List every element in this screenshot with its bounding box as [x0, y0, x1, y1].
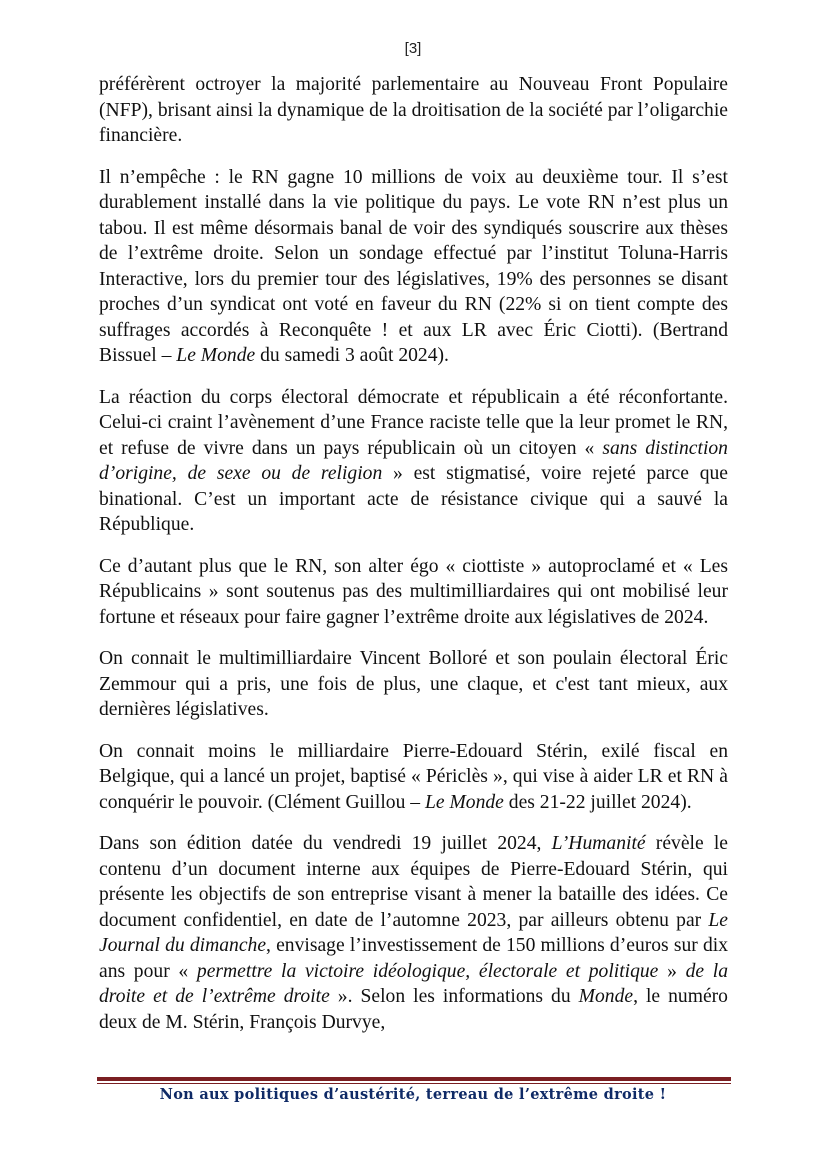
paragraph — [99, 739, 728, 816]
page-number: [3] — [404, 40, 422, 57]
footer-divider-thick — [97, 1077, 731, 1081]
paragraph — [99, 646, 728, 723]
text-run: du samedi 3 août 2024). — [255, 345, 449, 366]
paragraph — [99, 554, 728, 631]
italic-text: Le Monde — [424, 791, 504, 813]
text-run: » est stigmatisé, voire rejeté parce que binational. C’est un important acte de résistance civique qui a sauvé la République. — [99, 463, 728, 535]
footer-divider-thin — [97, 1083, 731, 1084]
text-run: , le numéro deux de M. Stérin, François Durvye, — [99, 986, 728, 1033]
text-run: préférèrent octroyer la majorité parlementaire au Nouveau Front Populaire (NFP), brisant ainsi la dynamique de la droitisation de la société par l’oligarchie financière. — [99, 74, 728, 146]
italic-text: Monde — [578, 986, 634, 1007]
italic-text: permettre la victoire idéologique, électorale et politique — [196, 960, 659, 982]
text-run: Dans son édition datée du vendredi 19 juillet 2024, — [99, 833, 552, 854]
text-run: ». Selon les informations du — [329, 986, 579, 1007]
text-run: , envisage l’investissement de 150 millions d’euros sur dix ans pour « — [99, 935, 728, 982]
text-run: révèle le contenu d’un document interne aux équipes de Pierre-Edouard Stérin, qui présente les objectifs de son entreprise visant à mener la bataille des idées. Ce document confidentiel, en date de l’automne 2023, par ailleurs obtenu par — [99, 833, 728, 931]
italic-text: de la droite et de l’extrême droite — [99, 960, 729, 1007]
paragraph — [99, 72, 728, 149]
text-run: On connait le multimilliardaire Vincent Bolloré et son poulain électoral Éric Zemmour qui a pris, une fois de plus, une claque, et c'est tant mieux, aux dernières législatives. — [99, 648, 728, 720]
italic-text: Le Journal du dimanche — [99, 909, 728, 956]
italic-text: Le Monde — [176, 345, 256, 366]
text-run: Il n’empêche : le RN gagne 10 millions de voix au deuxième tour. Il s’est durablement installé dans la vie politique du pays. Le vote RN n’est plus un tabou. Il est même désormais banal de voir des syndiqués souscrire aux thèses de l’extrême droite. Selon un sondage effectué par l’institut Toluna-Harris Interactive, lors du premier tour des législatives, 19% des personnes se disant proches d’un syndicat ont voté en faveur du RN (22% si on tient compte des suffrages accordés à Reconquête ! et aux LR avec Éric Ciotti). (Bertrand Bissuel – — [99, 166, 728, 366]
italic-text: sans distinction d’origine, de sexe ou de religion — [99, 437, 728, 484]
paragraph — [99, 385, 728, 538]
paragraph — [99, 165, 728, 369]
paragraph — [99, 831, 728, 1035]
text-run: Ce d’autant plus que le RN, son alter égo « ciottiste » autoproclamé et « Les Républicains » sont soutenus pas des multimilliardaires qui ont mobilisé leur fortune et réseaux pour faire gagner l’extrême droite aux législatives de 2024. — [99, 555, 728, 628]
footer-slogan: Non aux politiques d’austérité, terreau de l’extrême droite ! — [159, 1086, 667, 1103]
text-run: » — [658, 960, 686, 982]
text-run: des 21-22 juillet 2024). — [503, 791, 692, 813]
document-body — [99, 72, 728, 1051]
italic-text: L’Humanité — [551, 833, 646, 854]
text-run: La réaction du corps électoral démocrate et républicain a été réconfortante. Celui-ci craint l’avènement d’une France raciste telle que la leur promet le RN, et refuse de vivre dans un pays républicain où un citoyen « — [99, 386, 728, 459]
text-run: On connait moins le milliardaire Pierre-Edouard Stérin, exilé fiscal en Belgique, qui a lancé un projet, baptisé « Périclès », qui vise à aider LR et RN à conquérir le pouvoir. (Clément Guillou – — [99, 740, 728, 813]
